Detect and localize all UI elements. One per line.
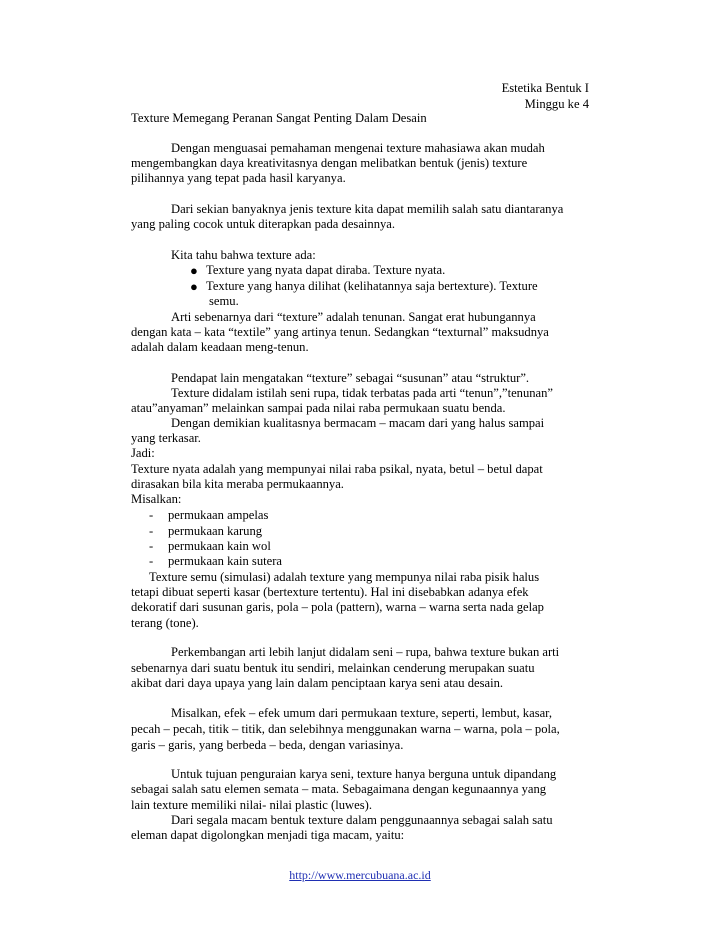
- dash-marker: -: [149, 554, 154, 568]
- paragraph-line: Jadi:: [131, 446, 155, 460]
- dash-marker: -: [149, 524, 154, 538]
- bullet-item-continuation: semu.: [209, 294, 239, 308]
- bullet-item: Texture yang hanya dilihat (kelihatannya saja bertexture). Texture: [206, 279, 538, 293]
- paragraph-line: yang paling cocok untuk diterapkan pada desainnya.: [131, 217, 396, 231]
- document-title: Texture Memegang Peranan Sangat Penting Dalam Desain: [131, 111, 427, 125]
- paragraph-line: eleman dapat digolongkan menjadi tiga macam, yaitu:: [131, 828, 405, 842]
- paragraph-line: Dari segala macam bentuk texture dalam penggunaannya sebagai salah satu: [171, 813, 553, 827]
- bullet-icon: ●: [190, 279, 198, 294]
- paragraph-line: Perkembangan arti lebih lanjut didalam seni – rupa, bahwa texture bukan arti: [171, 645, 560, 659]
- header-course: Estetika Bentuk I: [501, 81, 589, 95]
- paragraph-line: dekoratif dari susunan garis, pola – pola (pattern), warna – warna serta nada gelap: [131, 600, 544, 614]
- footer-website-link[interactable]: http://www.mercubuana.ac.id: [289, 868, 431, 882]
- bullet-icon: ●: [190, 263, 198, 278]
- paragraph-line: Untuk tujuan penguraian karya seni, texture hanya berguna untuk dipandang: [171, 767, 557, 781]
- paragraph-line: pecah – pecah, titik – titik, dan selebihnya menggunakan warna – warna, pola – pola,: [131, 722, 560, 736]
- paragraph-line: Dengan menguasai pemahaman mengenai texture mahasiawa akan mudah: [171, 141, 545, 155]
- paragraph-line: Texture nyata adalah yang mempunyai nilai raba psikal, nyata, betul – betul dapat: [131, 462, 543, 476]
- list-item: permukaan ampelas: [168, 508, 269, 522]
- paragraph-line: Texture semu (simulasi) adalah texture yang mempunya nilai raba pisik halus: [149, 570, 540, 584]
- paragraph-line: mengembangkan daya kreativitasnya dengan melibatkan bentuk (jenis) texture: [131, 156, 528, 170]
- paragraph-line: lain texture memiliki nilai- nilai plastic (luwes).: [131, 798, 372, 812]
- list-item: permukaan kain wol: [168, 539, 271, 553]
- paragraph-line: pilihannya yang tepat pada hasil karyanya.: [131, 171, 346, 185]
- paragraph-line: garis – garis, yang berbeda – beda, dengan variasinya.: [131, 738, 404, 752]
- paragraph-line: sebenarnya dari suatu bentuk itu sendiri, melainkan cenderung merupakan suatu: [131, 661, 535, 675]
- paragraph-line: akibat dari daya upaya yang lain dalam penciptaan karya seni atau desain.: [131, 676, 504, 690]
- paragraph-line: dirasakan bila kita meraba permukaannya.: [131, 477, 344, 491]
- paragraph-line: Arti sebenarnya dari “texture” adalah tenunan. Sangat erat hubungannya: [171, 310, 536, 324]
- paragraph-line: atau”anyaman” melainkan sampai pada nilai raba permukaan suatu benda.: [131, 401, 506, 415]
- paragraph-line: tetapi dibuat seperti kasar (bertexture tertentu). Hal ini disebabkan adanya efek: [131, 585, 529, 599]
- paragraph-line: yang terkasar.: [131, 431, 201, 445]
- paragraph-line: Texture didalam istilah seni rupa, tidak terbatas pada arti “tenun”,”tenunan”: [171, 386, 554, 400]
- paragraph-line: Dari sekian banyaknya jenis texture kita dapat memilih salah satu diantaranya: [171, 202, 564, 216]
- paragraph-line: terang (tone).: [131, 616, 199, 630]
- list-item: permukaan kain sutera: [168, 554, 282, 568]
- paragraph-line: dengan kata – kata “textile” yang artinya tenun. Sedangkan “texturnal” maksudnya: [131, 325, 549, 339]
- dash-marker: -: [149, 539, 154, 553]
- paragraph-line: Misalkan, efek – efek umum dari permukaan texture, seperti, lembut, kasar,: [171, 706, 553, 720]
- bullet-item: Texture yang nyata dapat diraba. Texture nyata.: [206, 263, 446, 277]
- paragraph-line: Kita tahu bahwa texture ada:: [171, 248, 316, 262]
- paragraph-line: Pendapat lain mengatakan “texture” sebagai “susunan” atau “struktur”.: [171, 371, 530, 385]
- paragraph-line: sebagai salah satu elemen semata – mata. Sebagaimana dengan kegunaannya yang: [131, 782, 547, 796]
- paragraph-line: Dengan demikian kualitasnya bermacam – macam dari yang halus sampai: [171, 416, 545, 430]
- dash-marker: -: [149, 508, 154, 522]
- paragraph-line: Misalkan:: [131, 492, 182, 506]
- header-week: Minggu ke 4: [524, 97, 589, 111]
- list-item: permukaan karung: [168, 524, 263, 538]
- paragraph-line: adalah dalam keadaan meng-tenun.: [131, 340, 309, 354]
